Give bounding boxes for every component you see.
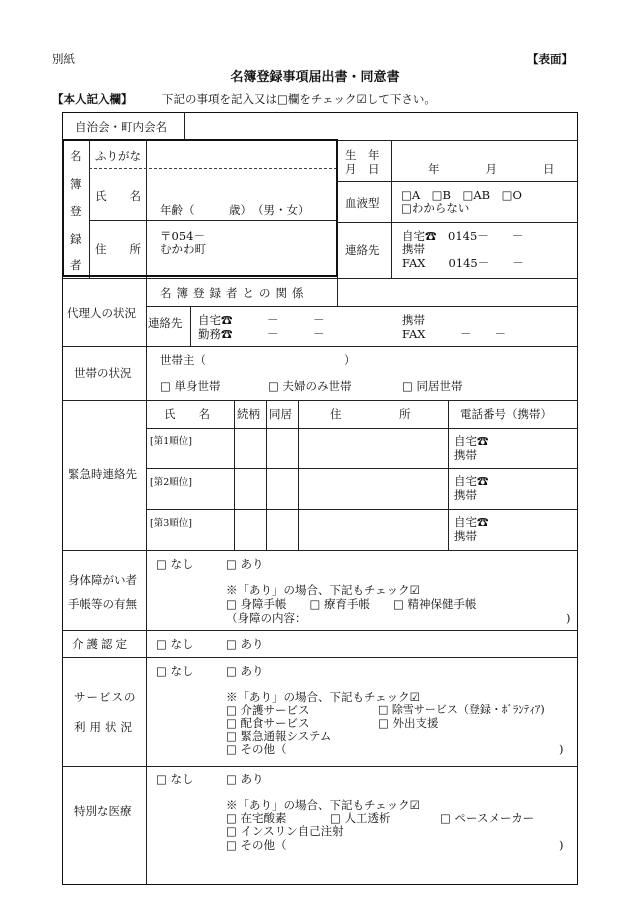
- service-snow[interactable]: □ 除雪サービス（登録・ﾎﾞﾗﾝﾃｨｱ): [378, 703, 545, 716]
- service-outing[interactable]: □ 外出支援: [378, 716, 439, 730]
- contact-home[interactable]: 自宅☎ 0145－ －: [402, 229, 524, 243]
- service-none[interactable]: □ なし: [156, 664, 194, 678]
- furigana-input[interactable]: [148, 142, 336, 166]
- household-single[interactable]: □ 単身世帯: [160, 379, 221, 393]
- service-meal[interactable]: □ 配食サービス: [226, 716, 310, 730]
- postal-code[interactable]: 〒054－: [160, 229, 205, 243]
- household-couple[interactable]: □ 夫婦のみ世帯: [268, 379, 352, 393]
- service-yes[interactable]: □ あり: [226, 664, 264, 678]
- blood-options[interactable]: □A □B □AB □O: [401, 188, 522, 202]
- instruction-text: 下記の事項を記入又は□欄をチェック☑して下さい。: [162, 92, 436, 106]
- contact-fax[interactable]: FAX 0145－ －: [402, 256, 524, 270]
- agent-fax[interactable]: FAX － －: [402, 327, 506, 341]
- service-other[interactable]: □ その他（: [226, 742, 287, 756]
- meibo-char-2: 簿: [70, 177, 82, 191]
- meibo-char-3: 登: [70, 204, 82, 218]
- page-title: 名簿登録事項届出書・同意書: [230, 70, 400, 85]
- medical-yes[interactable]: □ あり: [226, 772, 264, 786]
- service-care[interactable]: □ 介護サービス: [226, 703, 310, 717]
- care-yes[interactable]: □ あり: [226, 637, 264, 651]
- side-label: 【表面】: [527, 52, 573, 66]
- household-label: 世帯の状況: [74, 366, 132, 380]
- contact-mobile[interactable]: 携帯: [402, 242, 425, 256]
- medical-note: ※「あり」の場合、下記もチェック☑: [226, 798, 420, 812]
- address-label: 住 所: [95, 242, 141, 256]
- meibo-char-4: 録: [70, 232, 82, 246]
- medical-insulin[interactable]: □ インスリン自己注射: [226, 824, 344, 838]
- row-mobile-2[interactable]: 携帯: [454, 488, 477, 502]
- age-gender-line[interactable]: 年齢（ 歳） （男・女）: [160, 203, 310, 217]
- town-name[interactable]: むかわ町: [160, 242, 206, 256]
- furigana-label: ふりがな: [95, 149, 141, 163]
- service-other-close: ): [559, 742, 564, 756]
- blood-unknown[interactable]: □わからない: [401, 201, 470, 215]
- row-order-3: [第3順位]: [150, 518, 192, 529]
- household-head[interactable]: 世帯主（ ）: [160, 353, 356, 367]
- disability-label-2: 手帳等の有無: [68, 597, 137, 611]
- disability-detail-close: ): [566, 611, 571, 625]
- jichikai-input[interactable]: [186, 114, 576, 138]
- service-note: ※「あり」の場合、下記もチェック☑: [226, 690, 420, 704]
- row-home-3[interactable]: 自宅☎: [454, 515, 489, 529]
- row-mobile-1[interactable]: 携帯: [454, 448, 477, 462]
- contact-label: 連絡先: [345, 243, 380, 257]
- medical-other-close: ): [559, 838, 564, 852]
- disability-options[interactable]: □ 身障手帳 □ 療育手帳 □ 精神保健手帳: [226, 597, 477, 611]
- birth-label-2: 月 日: [345, 162, 380, 176]
- service-label-2: 利用状況: [74, 720, 136, 734]
- medical-dialysis[interactable]: □ 人工透析: [330, 811, 391, 825]
- agent-mobile[interactable]: 携帯: [402, 313, 425, 327]
- medical-none[interactable]: □ なし: [156, 772, 194, 786]
- col-relation: 続柄: [237, 407, 260, 421]
- row-home-2[interactable]: 自宅☎: [454, 474, 489, 488]
- row-order-2: [第2順位]: [150, 477, 192, 488]
- row-order-1: [第1順位]: [150, 436, 192, 447]
- disability-yes[interactable]: □ あり: [226, 557, 264, 571]
- household-cohabit[interactable]: □ 同居世帯: [402, 379, 463, 393]
- service-alarm[interactable]: □ 緊急通報システム: [226, 729, 332, 743]
- agent-relation-label: 名簿登録者との関係: [160, 286, 309, 300]
- disability-note: ※「あり」の場合、下記もチェック☑: [226, 583, 420, 597]
- medical-other[interactable]: □ その他（: [226, 838, 287, 852]
- service-label-1: サービスの: [74, 690, 137, 704]
- agent-contact-label: 連絡先: [148, 316, 183, 330]
- medical-oxygen[interactable]: □ 在宅酸素: [226, 811, 287, 825]
- attachment-label: 別紙: [52, 52, 75, 66]
- care-none[interactable]: □ なし: [156, 637, 194, 651]
- name-label: 氏 名: [95, 189, 141, 203]
- col-phone: 電話番号（携帯）: [460, 407, 552, 421]
- meibo-char-5: 者: [70, 258, 82, 272]
- col-cohabit: 同居: [269, 407, 292, 421]
- agent-home-phone[interactable]: 自宅☎ － －: [198, 313, 325, 327]
- col-address: 住 所: [330, 407, 411, 421]
- medical-label: 特別な医療: [74, 804, 132, 818]
- disability-none[interactable]: □ なし: [156, 557, 194, 571]
- row-home-1[interactable]: 自宅☎: [454, 434, 489, 448]
- col-name: 氏 名: [164, 407, 210, 421]
- jichikai-label: 自治会・町内会名: [75, 120, 167, 134]
- section-label: 【本人記入欄】: [52, 92, 133, 106]
- blood-label: 血液型: [345, 196, 380, 210]
- agent-work-phone[interactable]: 勤務☎ － －: [198, 327, 325, 341]
- disability-detail[interactable]: （身障の内容：: [226, 611, 307, 625]
- care-label: 介護認定: [72, 637, 130, 651]
- emergency-label: 緊急時連絡先: [68, 467, 137, 481]
- birth-date-field[interactable]: 年 月 日: [428, 162, 555, 176]
- medical-pacemaker[interactable]: □ ペースメーカー: [440, 811, 535, 825]
- meibo-char-1: 名: [70, 149, 82, 163]
- birth-label-1: 生 年: [345, 148, 380, 162]
- row-mobile-3[interactable]: 携帯: [454, 529, 477, 543]
- agent-label: 代理人の状況: [67, 306, 136, 320]
- disability-label-1: 身体障がい者: [68, 573, 137, 587]
